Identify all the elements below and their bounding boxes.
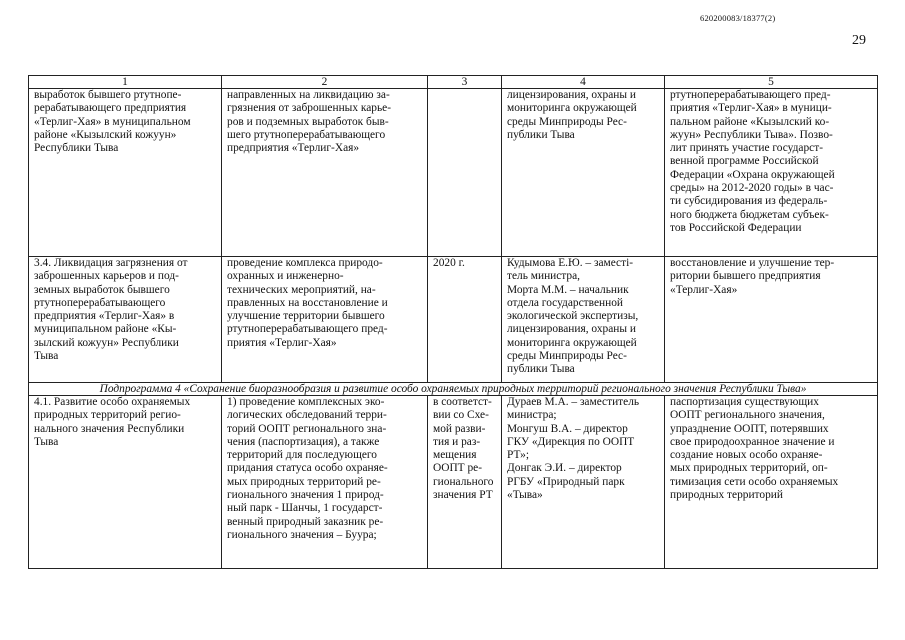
- text-line: восстановление и улучшение тер-: [670, 257, 835, 269]
- text-line: грязнения от заброшенных карье-: [227, 102, 392, 115]
- text-line: ООПТ ре-: [433, 462, 483, 475]
- text-line: природных территорий регио-: [34, 409, 181, 422]
- text-line: лит принять участие государст-: [670, 142, 823, 155]
- text-line: земных выработок бывшего: [34, 283, 170, 296]
- subprogram-heading: Подпрограмма 4 «Сохранение биоразнообразия и развитие особо охраняемых природных территорий регионального значения Республики Тыва»: [29, 383, 878, 396]
- cell-measure: [29, 89, 222, 257]
- cell-term: [428, 257, 502, 383]
- text-line: в соответст-: [433, 396, 492, 408]
- text-line: приятия «Терлиг-Хая»: [227, 336, 337, 349]
- text-line: гионального значения 1 природ-: [227, 489, 384, 502]
- text-line: лицензирования, охраны и: [507, 89, 636, 101]
- text-line: мых природных территорий, оп-: [670, 462, 828, 475]
- text-line: мой разви-: [433, 422, 486, 435]
- text-line: вии со Схе-: [433, 409, 489, 422]
- text-line: охранных и инженерно-: [227, 270, 344, 283]
- text-line: технических мероприятий, на-: [227, 283, 376, 296]
- text-line: ров и подземных выработок быв-: [227, 115, 389, 128]
- text-line: мых природных территорий ре-: [227, 475, 381, 488]
- text-line: нального значения Республики: [34, 422, 185, 435]
- table-row: [29, 89, 878, 257]
- text-line: среды» на 2012-2020 годы» в час-: [670, 182, 834, 195]
- text-line: РТ»;: [507, 449, 529, 462]
- text-line: лицензирования, охраны и: [507, 323, 636, 336]
- text-line: предприятия «Терлиг-Хая» в: [34, 310, 175, 323]
- cell-content: [222, 89, 428, 257]
- document-code: 620200083/18377(2): [700, 13, 776, 23]
- text-line: Монгуш В.А. – директор: [507, 422, 628, 435]
- text-line: районе «Кызылский кожуун»: [34, 128, 177, 141]
- cell-result: [665, 396, 878, 569]
- text-line: Тыва: [34, 350, 59, 363]
- text-line: гионального значения – Буура;: [227, 528, 377, 541]
- text-line: заброшенных карьеров и под-: [34, 270, 179, 283]
- text-line: публики Тыва: [507, 363, 575, 376]
- text-line: Тыва: [34, 435, 59, 448]
- table-row: [29, 396, 878, 569]
- text-line: 4.1. Развитие особо охраняемых: [34, 396, 191, 408]
- text-line: публики Тыва: [507, 128, 575, 141]
- cell-responsible: [502, 257, 665, 383]
- text-line: Донгак Э.И. – директор: [507, 462, 622, 475]
- text-line: природных территорий: [670, 489, 783, 502]
- text-line: создание новых особо охраняе-: [670, 449, 823, 462]
- text-line: свое природоохранное значение и: [670, 435, 835, 448]
- text-line: ритории бывшего предприятия: [670, 270, 821, 283]
- text-line: придания статуса особо охраняе-: [227, 462, 388, 475]
- cell-content: [222, 257, 428, 383]
- text-line: тимизация сети особо охраняемых: [670, 475, 839, 488]
- text-line: жуун» Республики Тыва». Позво-: [670, 128, 833, 141]
- text-line: шего ртутноперерабатывающего: [227, 128, 386, 141]
- cell-responsible: [502, 89, 665, 257]
- text-line: министра;: [507, 409, 557, 422]
- cell-measure: [29, 257, 222, 383]
- text-line: ртутноперерабатывающего пред-: [670, 89, 831, 101]
- text-line: торий ООПТ регионального зна-: [227, 422, 387, 435]
- text-line: проведение комплекса природо-: [227, 257, 383, 269]
- text-line: «Терлиг-Хая» в муниципальном: [34, 115, 191, 128]
- header-col-2: 2: [222, 76, 428, 89]
- text-line: Республики Тыва: [34, 142, 119, 155]
- text-line: венный природный заказник ре-: [227, 515, 384, 528]
- cell-term: [428, 396, 502, 569]
- text-line: «Тыва»: [507, 489, 543, 502]
- cell-result: [665, 89, 878, 257]
- text-line: зылский кожуун» Республики: [34, 336, 179, 349]
- text-line: правленных на восстановление и: [227, 296, 388, 309]
- text-line: ный парк - Шанчы, 1 государст-: [227, 502, 383, 515]
- text-line: «Терлиг-Хая»: [670, 283, 738, 296]
- text-line: паспортизация существующих: [670, 396, 819, 408]
- text-line: выработок бывшего ртутнопе-: [34, 89, 182, 101]
- header-col-4: 4: [502, 76, 665, 89]
- text-line: упразднение ООПТ, потерявших: [670, 422, 829, 435]
- text-line: мещения: [433, 449, 477, 462]
- text-line: гионального: [433, 475, 494, 488]
- text-line: экологической экспертизы,: [507, 310, 639, 323]
- text-line: ГКУ «Дирекция по ООПТ: [507, 435, 635, 448]
- cell-term: [428, 89, 502, 257]
- text-line: рерабатывающего предприятия: [34, 102, 187, 115]
- text-line: 2020 г.: [433, 257, 465, 269]
- cell-responsible: [502, 396, 665, 569]
- header-col-3: 3: [428, 76, 502, 89]
- text-line: тель министра,: [507, 270, 581, 283]
- cell-content: [222, 396, 428, 569]
- text-line: среды Минприроды Рес-: [507, 350, 627, 363]
- text-line: пальном районе «Кызылский ко-: [670, 115, 830, 128]
- text-line: улучшение территории бывшего: [227, 310, 385, 323]
- text-line: логических обследований терри-: [227, 409, 387, 422]
- cell-result: [665, 257, 878, 383]
- text-line: мониторинга окружающей: [507, 102, 637, 115]
- measures-table: [28, 75, 878, 569]
- text-line: отдела государственной: [507, 296, 623, 309]
- page-number: 29: [852, 33, 866, 48]
- text-line: значения РТ: [433, 489, 493, 502]
- text-line: тов Российской Федерации: [670, 221, 802, 234]
- text-line: венной программе Российской: [670, 155, 819, 168]
- table-row: [29, 257, 878, 383]
- text-line: приятия «Терлиг-Хая» в муници-: [670, 102, 832, 115]
- text-line: Кудымова Е.Ю. – заместі-: [507, 257, 634, 269]
- text-line: Федерации «Охрана окружающей: [670, 168, 835, 181]
- header-col-5: 5: [665, 76, 878, 89]
- text-line: тия и раз-: [433, 435, 481, 448]
- text-line: ртутноперерабатывающего пред-: [227, 323, 388, 336]
- text-line: ртутноперерабатывающего: [34, 296, 166, 309]
- text-line: предприятия «Терлиг-Хая»: [227, 142, 360, 155]
- cell-measure: [29, 396, 222, 569]
- text-line: Дураев М.А. – заместитель: [507, 396, 640, 408]
- header-col-1: 1: [29, 76, 222, 89]
- text-line: чения (паспортизация), а также: [227, 435, 380, 448]
- text-line: ти субсидирования из федераль-: [670, 195, 828, 208]
- text-line: мониторинга окружающей: [507, 336, 637, 349]
- text-line: ного бюджета бюджетам субъек-: [670, 208, 829, 221]
- text-line: муниципальном районе «Кы-: [34, 323, 177, 336]
- text-line: направленных на ликвидацию за-: [227, 89, 390, 101]
- text-line: РГБУ «Природный парк: [507, 475, 625, 488]
- text-line: ООПТ регионального значения,: [670, 409, 825, 422]
- text-line: среды Минприроды Рес-: [507, 115, 627, 128]
- text-line: Морта М.М. – начальник: [507, 283, 629, 296]
- text-line: 3.4. Ликвидация загрязнения от: [34, 257, 188, 269]
- text-line: 1) проведение комплексных эко-: [227, 396, 385, 408]
- text-line: территорий для последующего: [227, 449, 377, 462]
- table-header-row: [29, 76, 878, 89]
- subprogram-heading-row: [29, 383, 878, 396]
